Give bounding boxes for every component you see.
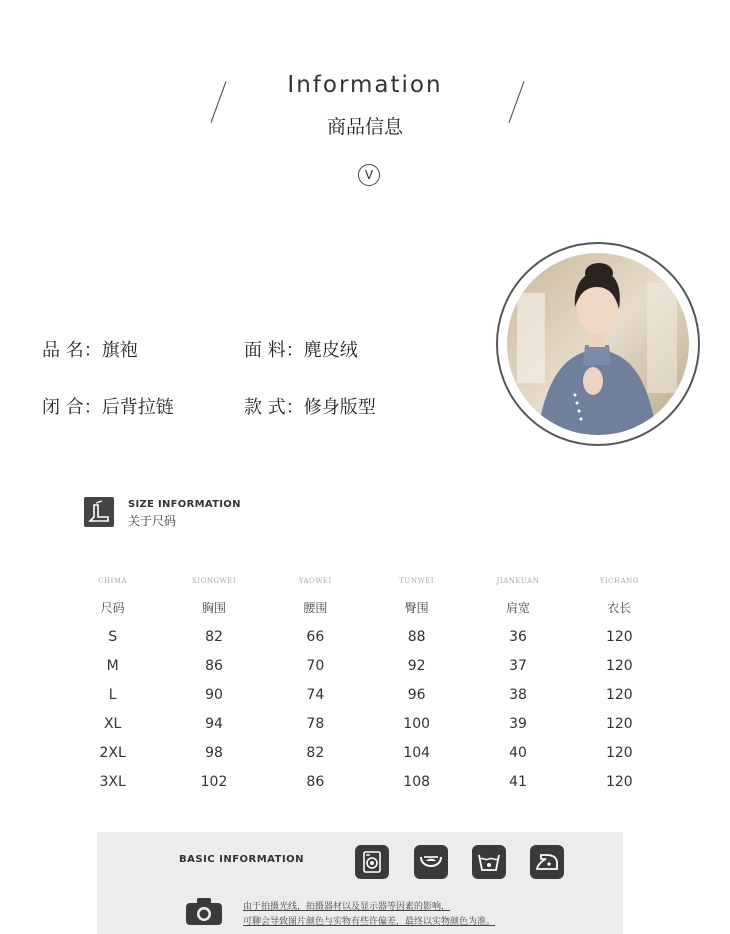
table-cell: 94 [205,715,223,732]
table-cell: 37 [509,657,527,674]
table-cell: 41 [509,773,527,790]
hand-wash-icon [414,845,448,879]
table-cell: 38 [509,686,527,703]
pinyin-cell: YICHANG [599,577,639,585]
table-row [62,738,670,767]
table-cell: XL [103,715,122,732]
table-cell: 74 [306,686,325,703]
pinyin-cell: XIONGWEI [191,577,237,585]
basic-info-title: BASIC INFORMATION [179,854,305,865]
size-ruler-icon [84,497,114,527]
product-closure-value: 后背拉链 [101,397,174,418]
column-header: 衣长 [607,601,632,615]
section-title-en: Information [287,72,443,98]
table-cell: 88 [407,628,426,645]
table-cell: 104 [403,744,431,761]
table-cell: 92 [407,657,426,674]
product-fabric-label: 面 料： [244,340,304,361]
column-header: 胸围 [201,601,226,615]
product-name-label: 品 名： [42,340,102,361]
table-cell: 96 [407,686,426,703]
product-style-value: 修身版型 [303,397,376,418]
table-header-row [62,593,670,622]
product-name-value: 旗袍 [101,340,138,361]
column-header: 尺码 [100,601,125,615]
size-title-zh: 关于尺码 [128,514,177,528]
pinyin-cell: YAOWEI [298,577,332,585]
table-cell: 66 [306,628,325,645]
table-cell: 36 [509,628,527,645]
table-cell: 3XL [99,773,126,790]
table-cell: 82 [306,744,325,761]
disclaimer-line-1: 由于拍摄光线，拍摄器材以及显示器等因素的影响， [243,902,451,912]
table-cell: 78 [306,715,325,732]
column-header: 肩宽 [505,601,530,615]
iron-icon [530,845,564,879]
table-cell: 120 [605,715,633,732]
camera-icon [184,896,224,926]
table-cell: 108 [403,773,431,790]
column-header: 臀围 [404,601,429,615]
table-cell: 102 [200,773,228,790]
table-cell: 86 [205,657,223,674]
table-cell: 82 [205,628,223,645]
product-fabric-value: 麂皮绒 [303,340,358,361]
product-fabric [244,336,358,362]
table-cell: S [108,628,118,645]
table-cell: M [106,657,119,674]
pinyin-cell: CHIMA [98,577,128,585]
column-header: 腰围 [303,601,328,615]
table-cell: 98 [205,744,223,761]
product-closure-label: 闭 合： [42,397,102,418]
table-cell: 2XL [99,744,126,761]
table-cell: 40 [509,744,527,761]
table-cell: 90 [205,686,223,703]
section-title-zh: 商品信息 [326,116,403,138]
table-row [62,767,670,796]
wash-temperature-icon [472,845,506,879]
product-closure [42,393,174,419]
table-cell: 86 [306,773,325,790]
product-style-label: 款 式： [244,397,304,418]
table-cell: 120 [605,628,633,645]
table-row [62,709,670,738]
v-circle-icon: V [358,164,380,186]
table-row [62,651,670,680]
product-style [244,393,376,419]
table-cell: L [108,686,117,703]
table-row [62,680,670,709]
size-table [62,575,670,796]
table-cell: 120 [605,773,633,790]
table-cell: 120 [605,686,633,703]
table-cell: 100 [403,715,431,732]
table-cell: 120 [605,657,633,674]
table-cell: 120 [605,744,633,761]
size-title-en: SIZE INFORMATION [128,499,241,510]
disclaimer-line-2: 可聊会导致图片颜色与实物有些许偏差，最终以实物颜色为准。 [243,917,496,927]
table-cell: 39 [509,715,527,732]
pinyin-cell: JIANKUAN [496,577,540,585]
pinyin-cell: TUNWEI [399,577,435,585]
table-pinyin-row [62,575,670,593]
model-photo [507,253,689,435]
table-row [62,622,670,651]
table-cell: 70 [306,657,325,674]
product-name [42,336,138,362]
washing-machine-icon [355,845,389,879]
